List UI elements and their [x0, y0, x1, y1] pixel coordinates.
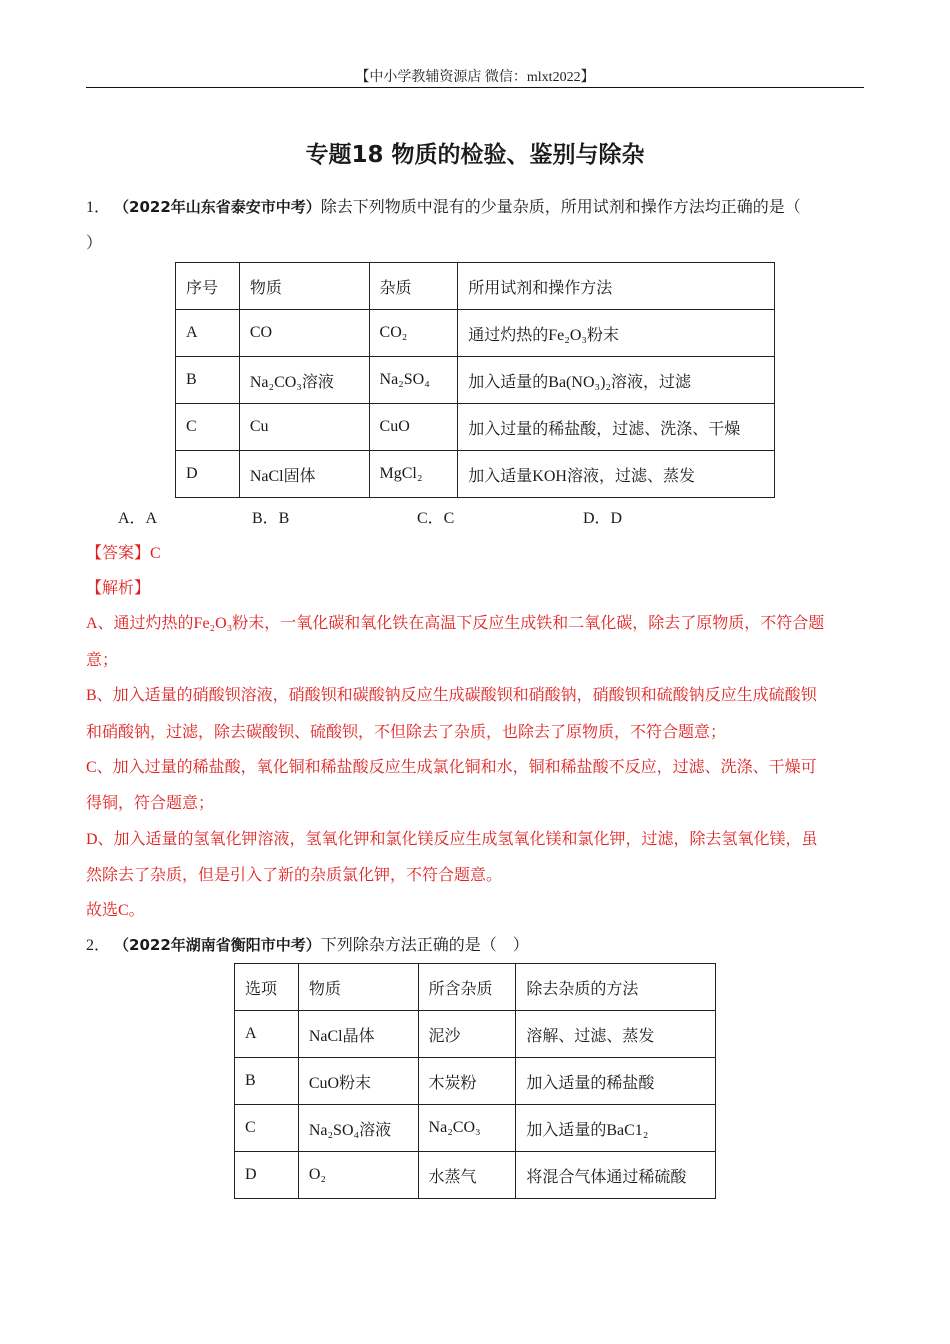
q1-table: [175, 262, 775, 498]
row-method: 将混合气体通过稀硫酸: [516, 1152, 716, 1199]
table-row: [176, 451, 775, 498]
row-substance: Na₂CO₃溶液: [239, 357, 369, 404]
table-row: [176, 357, 775, 404]
row-id: A: [235, 1011, 299, 1058]
table-row: [176, 310, 775, 357]
header-divider: [86, 87, 864, 88]
q1-header-cell: 序号: [176, 263, 240, 310]
q2-header-cell: 物质: [298, 964, 418, 1011]
row-method: 加入过量的稀盐酸，过滤、洗涤、干燥: [458, 404, 775, 451]
row-id: B: [176, 357, 240, 404]
row-substance: NaCl固体: [239, 451, 369, 498]
row-substance: CuO粉末: [298, 1058, 418, 1105]
q1-stem-end: ）: [86, 235, 103, 252]
option-c: C．C: [417, 510, 455, 527]
row-method: 加入适量的BaC1₂: [516, 1105, 716, 1152]
q2-header-cell: 选项: [235, 964, 299, 1011]
q1-number: 1．: [86, 199, 111, 216]
answer: 【答案】C: [86, 545, 161, 562]
table-row: [176, 404, 775, 451]
row-method: 加入适量的稀盐酸: [516, 1058, 716, 1105]
q1-source: （2022年山东省泰安市中考）: [114, 198, 321, 216]
analysis-conclusion: 故选C。: [86, 902, 145, 919]
row-substance: CO: [239, 310, 369, 357]
row-method: 加入适量的Ba(NO₃)₂溶液，过滤: [458, 357, 775, 404]
q2-table-header-row: [235, 964, 716, 1011]
q1-stem-line: [86, 194, 801, 217]
option-a: A．A: [118, 510, 158, 527]
row-substance: NaCl晶体: [298, 1011, 418, 1058]
analysis-line: D、加入适量的氢氧化钾溶液，氢氧化钾和氯化镁反应生成氢氧化镁和氯化钾，过滤，除去氢氧化镁，虽: [86, 831, 818, 848]
q2-header-cell: 所含杂质: [418, 964, 516, 1011]
row-impurity: Na₂SO₄: [369, 357, 458, 404]
q2-header-cell: 除去杂质的方法: [516, 964, 716, 1011]
q1-header-cell: 杂质: [369, 263, 458, 310]
q2-stem-line: [86, 932, 529, 955]
q2-source: （2022年湖南省衡阳市中考）: [114, 936, 321, 954]
q2-table: [234, 963, 716, 1199]
analysis-line: 得铜，符合题意；: [86, 795, 215, 812]
row-substance: O₂: [298, 1152, 418, 1199]
row-method: 溶解、过滤、蒸发: [516, 1011, 716, 1058]
row-impurity: 水蒸气: [418, 1152, 516, 1199]
row-impurity: CO₂: [369, 310, 458, 357]
analysis-line: 和硝酸钠，过滤，除去碳酸钡、硫酸钡，不但除去了杂质，也除去了原物质，不符合题意；: [86, 724, 727, 741]
q1-header-cell: 物质: [239, 263, 369, 310]
row-substance: Cu: [239, 404, 369, 451]
table-row: [235, 1058, 716, 1105]
row-id: C: [176, 404, 240, 451]
row-id: D: [176, 451, 240, 498]
row-method: 通过灼热的Fe₂O₃粉末: [458, 310, 775, 357]
table-row: [235, 1152, 716, 1199]
row-id: C: [235, 1105, 299, 1152]
option-d: D．D: [583, 510, 623, 527]
row-impurity: Na₂CO₃: [418, 1105, 516, 1152]
row-id: A: [176, 310, 240, 357]
q2-number: 2．: [86, 937, 111, 954]
row-impurity: MgCl₂: [369, 451, 458, 498]
analysis-line: A、通过灼热的Fe₂O₃粉末，一氧化碳和氧化铁在高温下反应生成铁和二氧化碳，除去了原物质，不符合题: [86, 615, 825, 632]
row-id: B: [235, 1058, 299, 1105]
q1-stem: 除去下列物质中混有的少量杂质，所用试剂和操作方法均正确的是（: [320, 199, 801, 216]
page-title: 专题18 物质的检验、鉴别与除杂: [305, 142, 645, 168]
row-impurity: CuO: [369, 404, 458, 451]
option-b: B．B: [252, 510, 290, 527]
analysis-line: 意；: [86, 652, 119, 669]
row-method: 加入适量KOH溶液，过滤、蒸发: [458, 451, 775, 498]
row-substance: Na₂SO₄溶液: [298, 1105, 418, 1152]
analysis-line: C、加入过量的稀盐酸，氧化铜和稀盐酸反应生成氯化铜和水，铜和稀盐酸不反应，过滤、洗涤、干燥可: [86, 759, 817, 776]
analysis-line: B、加入适量的硝酸钡溶液，硝酸钡和碳酸钠反应生成碳酸钡和硝酸钠，硝酸钡和硫酸钠反应生成硫酸钡: [86, 687, 817, 704]
q2-stem: 下列除杂方法正确的是（ ）: [320, 937, 529, 954]
row-id: D: [235, 1152, 299, 1199]
header-text: 【中小学教辅资源店 微信：mlxt2022】: [355, 70, 595, 85]
q1-header-cell: 所用试剂和操作方法: [458, 263, 775, 310]
analysis-label: 【解析】: [86, 580, 151, 597]
table-row: [235, 1011, 716, 1058]
analysis-line: 然除去了杂质，但是引入了新的杂质氯化钾，不符合题意。: [86, 867, 503, 884]
table-row: [235, 1105, 716, 1152]
row-impurity: 泥沙: [418, 1011, 516, 1058]
row-impurity: 木炭粉: [418, 1058, 516, 1105]
q1-table-header-row: [176, 263, 775, 310]
